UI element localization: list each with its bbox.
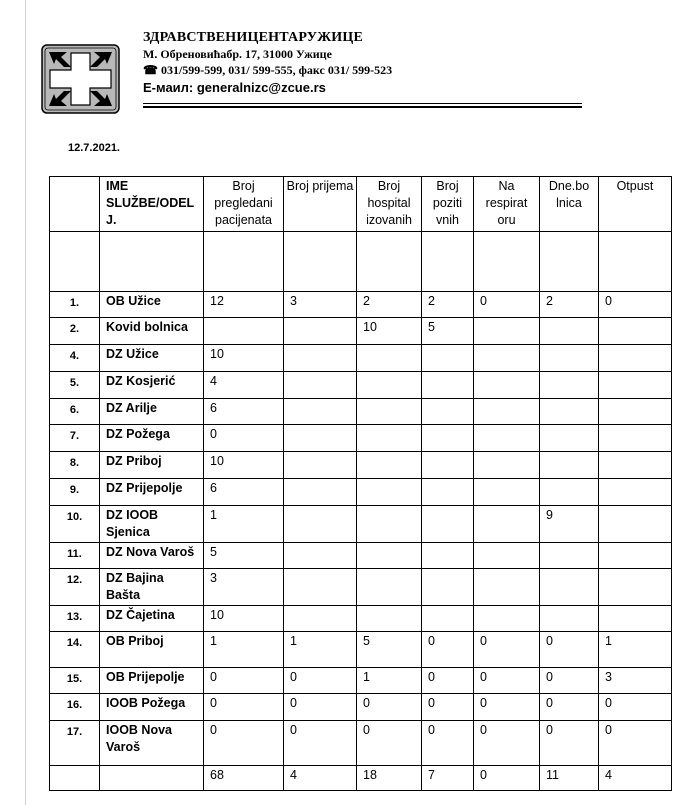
table-cell	[357, 452, 422, 479]
table-cell: 6	[204, 479, 284, 506]
table-cell	[474, 399, 540, 425]
table-cell	[422, 543, 474, 569]
table-cell	[474, 372, 540, 399]
table-cell	[284, 232, 357, 292]
table-cell	[357, 425, 422, 452]
table-cell	[357, 479, 422, 506]
table-cell: 2	[540, 292, 599, 318]
row-number: 15.	[50, 668, 100, 694]
table-cell: 3	[204, 569, 284, 606]
service-name: DZ Prijepolje	[100, 479, 204, 506]
table-cell: 2	[422, 292, 474, 318]
service-name: DZ Užice	[100, 345, 204, 372]
total-cell: 68	[204, 766, 284, 791]
table-cell	[540, 606, 599, 632]
header-rule	[143, 103, 582, 104]
row-number: 1.	[50, 292, 100, 318]
column-header: Broj prijema	[284, 177, 357, 232]
column-header: Otpust	[599, 177, 672, 232]
table-cell	[540, 543, 599, 569]
table-cell: 0	[422, 668, 474, 694]
service-name: DZ Bajina Bašta	[100, 569, 204, 606]
table-cell	[474, 345, 540, 372]
table-cell: 1	[204, 506, 284, 543]
table-header-row	[50, 177, 672, 232]
table-row	[50, 425, 672, 452]
table-cell	[474, 543, 540, 569]
table-cell: 0	[204, 425, 284, 452]
table-cell: 0	[474, 721, 540, 766]
service-name: DZ Čajetina	[100, 606, 204, 632]
table-cell	[599, 452, 672, 479]
column-header: Broj hospital izovanih	[357, 177, 422, 232]
totals-row	[50, 766, 672, 791]
table-cell	[357, 399, 422, 425]
table-cell	[599, 345, 672, 372]
table-cell	[357, 232, 422, 292]
table-cell: 4	[204, 372, 284, 399]
service-name: IOOB Nova Varoš	[100, 721, 204, 766]
table-cell	[474, 318, 540, 345]
table-cell	[599, 232, 672, 292]
service-name: OB Užice	[100, 292, 204, 318]
table-cell	[599, 425, 672, 452]
table-cell: 5	[357, 632, 422, 668]
table-cell	[599, 318, 672, 345]
row-number: 2.	[50, 318, 100, 345]
table-cell: 3	[284, 292, 357, 318]
institution-phone: ☎ 031/599-599, 031/ 599-555, факс 031/ 599-523	[143, 63, 393, 77]
total-cell: 4	[599, 766, 672, 791]
table-cell	[422, 606, 474, 632]
row-number: 9.	[50, 479, 100, 506]
table-cell	[599, 543, 672, 569]
table-cell	[599, 606, 672, 632]
table-row	[50, 569, 672, 606]
service-name: DZ IOOB Sjenica	[100, 506, 204, 543]
table-cell: 0	[422, 721, 474, 766]
table-cell: 0	[204, 721, 284, 766]
institution-address: М. Обреновићабр. 17, 31000 Ужице	[143, 47, 332, 61]
table-cell	[474, 606, 540, 632]
table-cell: 0	[422, 694, 474, 721]
table-cell	[357, 506, 422, 543]
table-cell	[599, 372, 672, 399]
table-cell	[474, 569, 540, 606]
service-name: Kovid bolnica	[100, 318, 204, 345]
row-number: 12.	[50, 569, 100, 606]
total-cell: 18	[357, 766, 422, 791]
service-name: IOOB Požega	[100, 694, 204, 721]
table-cell	[357, 606, 422, 632]
table-cell: 1	[599, 632, 672, 668]
total-cell: 4	[284, 766, 357, 791]
table-cell	[284, 345, 357, 372]
service-name: DZ Nova Varoš	[100, 543, 204, 569]
column-header: Broj pregledani pacijenata	[204, 177, 284, 232]
table-row	[50, 345, 672, 372]
table-cell: 0	[599, 694, 672, 721]
service-name: DZ Požega	[100, 425, 204, 452]
table-cell: 5	[422, 318, 474, 345]
table-cell: 0	[540, 668, 599, 694]
table-cell	[422, 569, 474, 606]
table-cell: 6	[204, 399, 284, 425]
table-cell: 10	[204, 452, 284, 479]
table-cell	[422, 425, 474, 452]
table-cell: 1	[357, 668, 422, 694]
table-cell	[284, 399, 357, 425]
table-row	[50, 399, 672, 425]
table-cell: 0	[357, 694, 422, 721]
table-cell: 10	[357, 318, 422, 345]
table-cell: 0	[204, 694, 284, 721]
table-cell	[422, 506, 474, 543]
table-row	[50, 721, 672, 766]
table-row	[50, 694, 672, 721]
hospital-report-table	[49, 176, 672, 791]
row-number: 11.	[50, 543, 100, 569]
institution-name: ЗДРАВСТВЕНИЦЕНТАРУЖИЦЕ	[143, 30, 363, 45]
table-cell: 0	[540, 721, 599, 766]
table-cell: 0	[357, 721, 422, 766]
table-cell	[422, 452, 474, 479]
table-cell	[474, 479, 540, 506]
table-cell	[540, 479, 599, 506]
table-row	[50, 452, 672, 479]
table-cell	[540, 345, 599, 372]
row-number: 6.	[50, 399, 100, 425]
table-row	[50, 292, 672, 318]
table-cell	[284, 318, 357, 345]
table-cell	[599, 506, 672, 543]
table-cell: 10	[204, 606, 284, 632]
table-row	[50, 632, 672, 668]
table-cell	[540, 425, 599, 452]
service-name: OB Priboj	[100, 632, 204, 668]
table-row	[50, 479, 672, 506]
table-cell: 0	[284, 694, 357, 721]
report-date: 12.7.2021.	[68, 142, 120, 154]
table-cell	[422, 399, 474, 425]
table-row	[50, 606, 672, 632]
row-number: 4.	[50, 345, 100, 372]
table-cell	[540, 372, 599, 399]
table-cell	[204, 318, 284, 345]
row-number: 16.	[50, 694, 100, 721]
table-cell: 0	[474, 632, 540, 668]
table-cell	[357, 569, 422, 606]
row-number: 13.	[50, 606, 100, 632]
table-cell: 5	[204, 543, 284, 569]
service-name: DZ Arilje	[100, 399, 204, 425]
table-cell	[540, 452, 599, 479]
row-number: 5.	[50, 372, 100, 399]
table-row	[50, 543, 672, 569]
letterhead	[143, 30, 392, 97]
table-cell	[357, 543, 422, 569]
table-cell: 0	[599, 292, 672, 318]
service-name: DZ Priboj	[100, 452, 204, 479]
table-cell: 0	[284, 668, 357, 694]
table-cell: 2	[357, 292, 422, 318]
table-row	[50, 372, 672, 399]
total-cell: 0	[474, 766, 540, 791]
table-cell: 0	[204, 668, 284, 694]
table-cell	[284, 606, 357, 632]
table-cell	[284, 569, 357, 606]
table-cell: 12	[204, 292, 284, 318]
institution-email: Е-маил: generalnizc@zcue.rs	[143, 80, 326, 95]
table-cell	[599, 479, 672, 506]
table-cell: 9	[540, 506, 599, 543]
health-center-logo	[41, 44, 120, 114]
header-cell-blank	[50, 177, 100, 232]
table-cell	[357, 372, 422, 399]
table-cell: 0	[599, 721, 672, 766]
service-name: DZ Kosjerić	[100, 372, 204, 399]
table-cell	[50, 232, 100, 292]
table-cell: 10	[204, 345, 284, 372]
table-cell	[599, 399, 672, 425]
table-row	[50, 668, 672, 694]
row-number: 17.	[50, 721, 100, 766]
row-number: 14.	[50, 632, 100, 668]
column-header: Dne.bo lnica	[540, 177, 599, 232]
table-cell	[284, 425, 357, 452]
table-cell: 0	[474, 668, 540, 694]
table-cell	[474, 452, 540, 479]
table-cell: 3	[599, 668, 672, 694]
table-cell: 1	[284, 632, 357, 668]
table-cell	[540, 569, 599, 606]
table-cell	[540, 232, 599, 292]
table-cell: 1	[204, 632, 284, 668]
table-cell	[599, 569, 672, 606]
table-cell	[284, 479, 357, 506]
table-cell	[422, 232, 474, 292]
page-margin-line	[25, 0, 26, 805]
row-number: 7.	[50, 425, 100, 452]
row-number: 10.	[50, 506, 100, 543]
table-cell	[540, 318, 599, 345]
table-cell: 0	[474, 694, 540, 721]
row-number: 8.	[50, 452, 100, 479]
table-cell	[100, 766, 204, 791]
table-cell	[474, 232, 540, 292]
column-header: Broj poziti vnih	[422, 177, 474, 232]
column-header: Na respirat oru	[474, 177, 540, 232]
table-row	[50, 318, 672, 345]
table-cell	[422, 372, 474, 399]
table-cell	[422, 345, 474, 372]
table-cell	[284, 372, 357, 399]
table-cell	[204, 232, 284, 292]
table-cell: 0	[540, 632, 599, 668]
table-cell	[50, 766, 100, 791]
table-cell	[284, 543, 357, 569]
table-cell: 0	[422, 632, 474, 668]
table-cell	[100, 232, 204, 292]
table-cell	[284, 452, 357, 479]
table-empty-row	[50, 232, 672, 292]
table-cell: 0	[284, 721, 357, 766]
total-cell: 7	[422, 766, 474, 791]
table-row	[50, 506, 672, 543]
table-cell	[357, 345, 422, 372]
table-cell	[422, 479, 474, 506]
service-name: OB Prijepolje	[100, 668, 204, 694]
table-cell: 0	[474, 292, 540, 318]
total-cell: 11	[540, 766, 599, 791]
column-header: IME SLUŽBE/ODEL J.	[100, 177, 204, 232]
table-cell	[474, 425, 540, 452]
table-cell	[474, 506, 540, 543]
table-cell	[540, 399, 599, 425]
header-rule-thick	[143, 106, 582, 108]
table-cell: 0	[540, 694, 599, 721]
table-cell	[284, 506, 357, 543]
